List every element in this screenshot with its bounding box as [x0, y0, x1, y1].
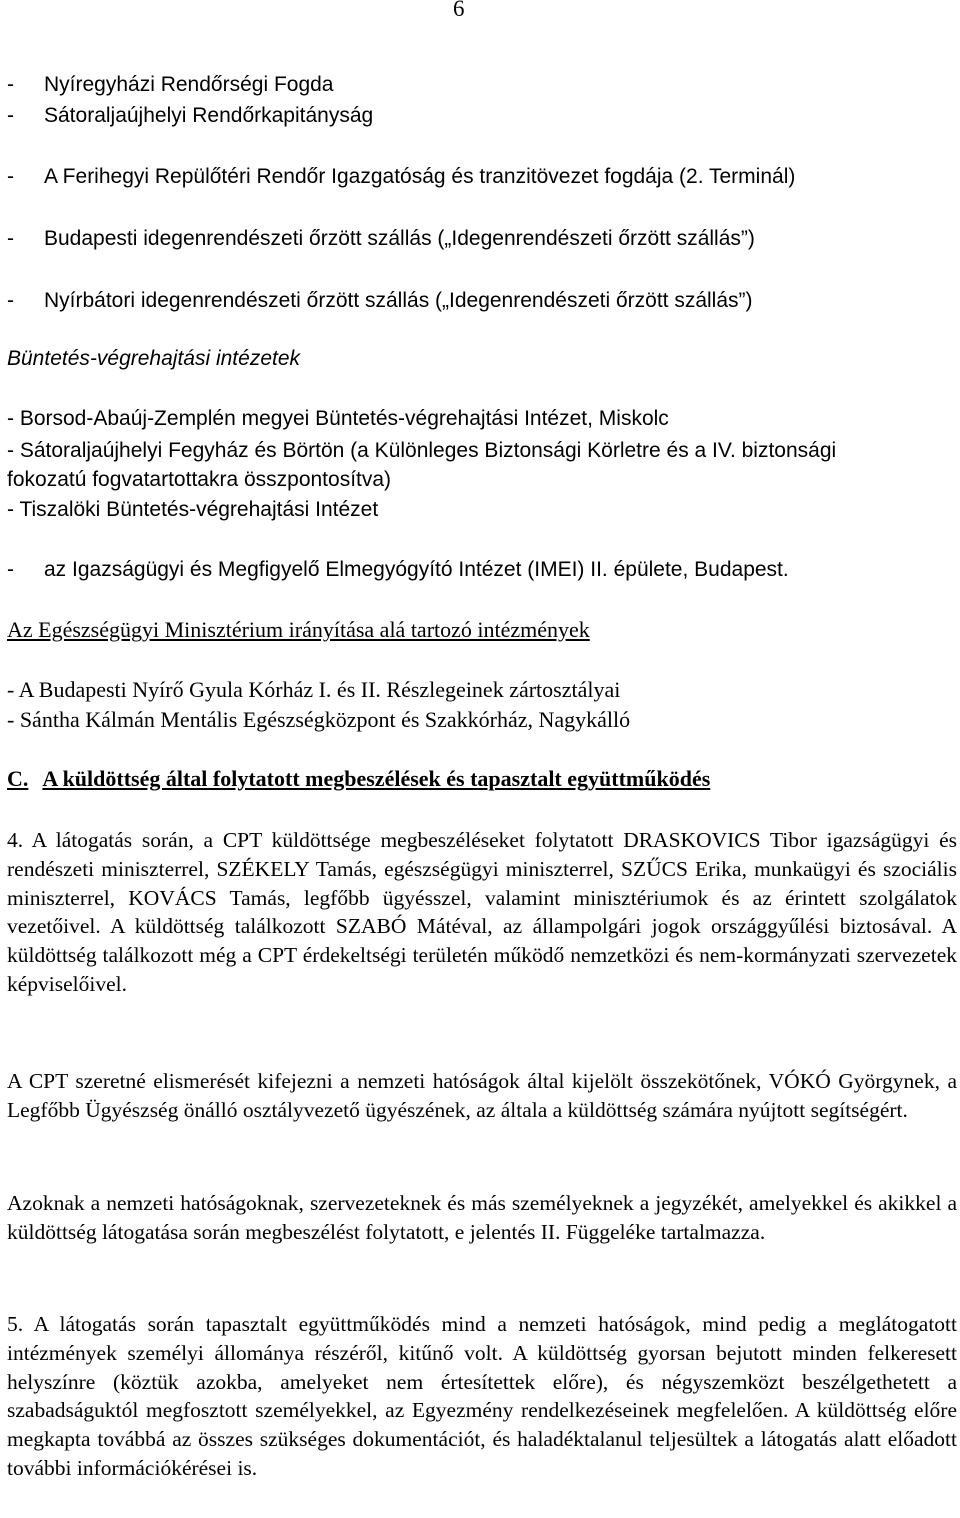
list-item-text: A Ferihegyi Repülőtéri Rendőr Igazgatóság és tranzitövezet fogdája (2. Terminál) [44, 165, 796, 188]
section-title-prisons: Büntetés-végrehajtási intézetek [7, 347, 301, 370]
prison-line: - Tiszalöki Büntetés-végrehajtási Intézet [7, 498, 379, 521]
page-number: 6 [453, 0, 465, 21]
prison-line: fokozatú fogvatartottakra összpontosítva) [7, 468, 392, 491]
list-dash: - [7, 558, 14, 581]
paragraph-4: 4. A látogatás során, a CPT küldöttsége megbeszéléseket folytatott DRASKOVICS Tibor igazságügyi és rendészeti miniszterrel, SZÉKELY Tamás, egészségügyi miniszterrel, SZŰCS Erika, munkaügyi és szociális miniszterrel, KOVÁCS Tamás, legfőbb ügyésszel, valamint minisztériumok és az érintett szolgálatok vezetőivel. A küldöttség találkozott SZABÓ Mátéval, az állampolgári jogok országgyűlési biztosával. A küldöttség találkozott még a CPT érdekeltségi területén működő nemzetközi és nem-kormányzati szervezetek képviselőivel. [7, 828, 957, 996]
health-line: - A Budapesti Nyírő Gyula Kórház I. és II. Részlegeinek zártosztályai [7, 677, 621, 702]
list-item-text: Nyírbátori idegenrendészeti őrzött szállás („Idegenrendészeti őrzött szállás”) [44, 289, 753, 312]
list-dash: - [7, 165, 14, 188]
section-letter: C. [7, 766, 29, 791]
list-item-text: az Igazságügyi és Megfigyelő Elmegyógyító Intézet (IMEI) II. épülete, Budapest. [44, 558, 789, 581]
paragraph-5: 5. A látogatás során tapasztalt együttműködés mind a nemzeti hatóságok, mind pedig a meglátogatott intézmények személyi állománya részéről, kitűnő volt. A küldöttség gyorsan bejutott minden felkeresett helyszínre (köztük azokba, amelyeket nem értesítettek előre), és négyszemközt beszélgethetett a szabadságuktól megfosztott személyekkel, az Egyezmény rendelkezéseinek megfelelően. A küldöttség előre megkapta továbbá az összes szükséges dokumentációt, és haladéktalanul teljesültek a látogatás alatt előadott további információkérései is. [7, 1312, 957, 1480]
list-item [7, 72, 334, 98]
list-item-text: Nyíregyházi Rendőrségi Fogda [44, 73, 334, 96]
list-item [7, 164, 795, 190]
list-item-text: Sátoraljaújhelyi Rendőrkapitányság [44, 104, 374, 127]
list-item [7, 226, 755, 252]
section-heading-c [7, 765, 710, 793]
list-item [7, 288, 753, 314]
list-dash: - [7, 73, 14, 96]
list-item-text: Budapesti idegenrendészeti őrzött szállás („Idegenrendészeti őrzött szállás”) [44, 227, 755, 250]
list-dash: - [7, 227, 14, 250]
paragraph-acknowledgement: A CPT szeretné elismerését kifejezni a nemzeti hatóságok által kijelölt összekötőnek, VÓKÓ Györgynek, a Legfőbb Ügyészség önálló osztályvezető ügyészének, az általa a küldöttség számára nyújtott segítségért. [7, 1069, 957, 1122]
section-title-health: Az Egészségügyi Minisztérium irányítása alá tartozó intézmények [7, 617, 590, 642]
prison-line: - Borsod-Abaúj-Zemplén megyei Büntetés-végrehajtási Intézet, Miskolc [7, 407, 669, 430]
list-dash: - [7, 289, 14, 312]
list-item [7, 103, 373, 129]
prison-line: - Sátoraljaújhelyi Fegyház és Börtön (a Különleges Biztonsági Körletre és a IV. biztonsági [7, 439, 837, 462]
section-heading-text: A küldöttség által folytatott megbeszélések és tapasztalt együttműködés [42, 766, 711, 791]
list-dash: - [7, 104, 14, 127]
list-item [7, 557, 789, 583]
paragraph-appendix: Azoknak a nemzeti hatóságoknak, szervezeteknek és más személyeknek a jegyzékét, amelyekkel és akikkel a küldöttség látogatása során megbeszélést folytatott, e jelentés II. Függeléke tartalmazza. [7, 1191, 957, 1244]
health-line: - Sántha Kálmán Mentális Egészségközpont és Szakkórház, Nagykálló [7, 707, 631, 732]
